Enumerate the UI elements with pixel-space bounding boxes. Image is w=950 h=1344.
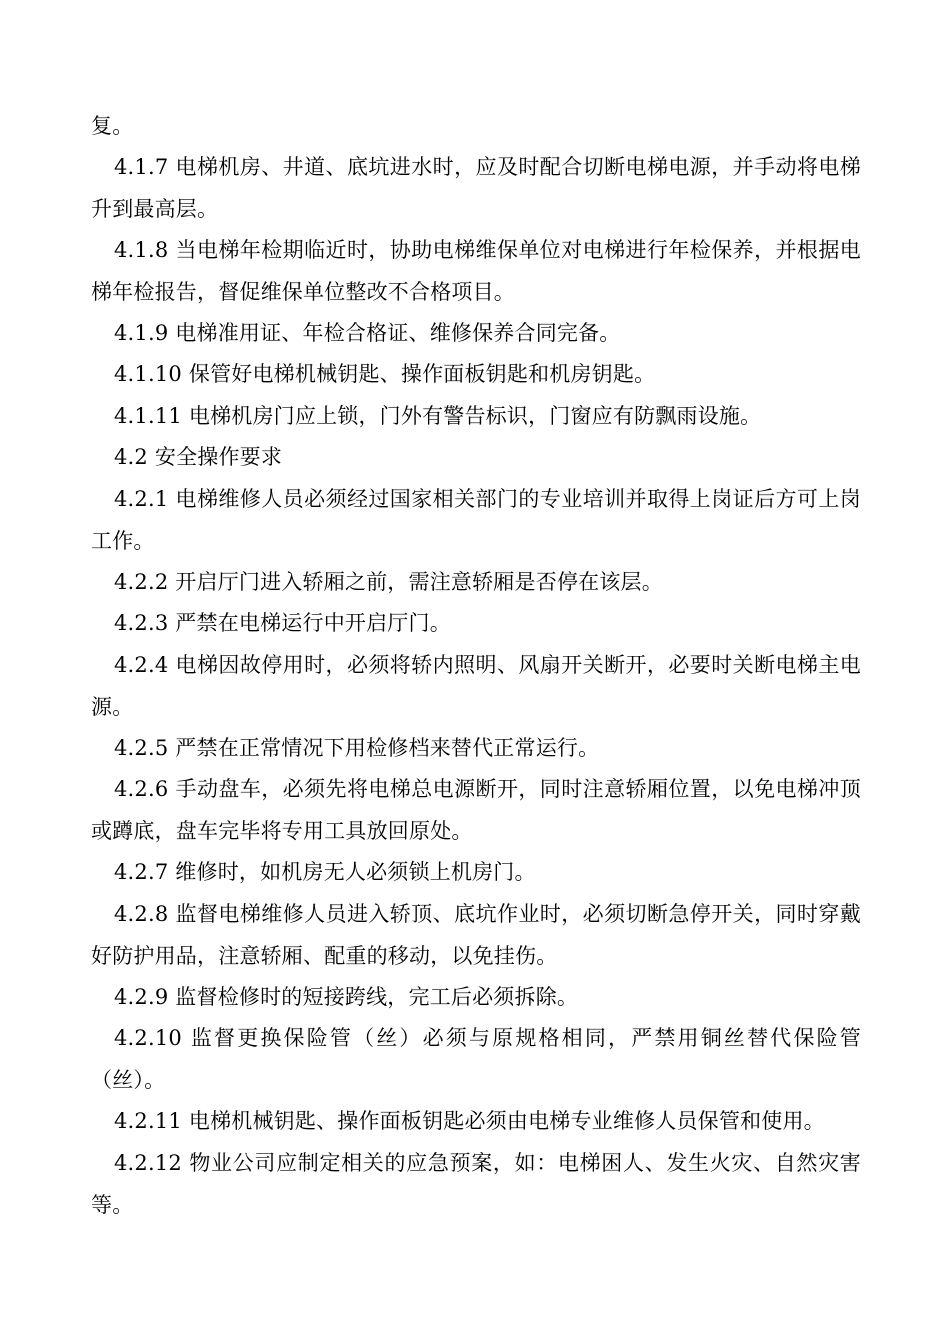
- paragraph-continuation: 复。: [91, 114, 134, 138]
- paragraph-4-2-7: 4.2.7 维修时，如机房无人必须锁上机房门。: [114, 860, 536, 884]
- paragraph-4-2-8: 4.2.8 监督电梯维修人员进入轿顶、底坑作业时，必须切断急停开关，同时穿戴好防护用品，注意轿厢、配重的移动，以免挂伤。: [91, 902, 861, 968]
- paragraph-4-2-12: 4.2.12 物业公司应制定相关的应急预案，如：电梯困人、发生火灾、自然灾害等。: [91, 1151, 861, 1217]
- paragraph-4-1-9: 4.1.9 电梯准用证、年检合格证、维修保养合同完备。: [114, 321, 621, 345]
- section-heading-4-2: 4.2 安全操作要求: [114, 445, 283, 469]
- paragraph-4-2-3: 4.2.3 严禁在电梯运行中开启厅门。: [114, 611, 451, 635]
- paragraph-4-2-9: 4.2.9 监督检修时的短接跨线，完工后必须拆除。: [114, 985, 579, 1009]
- paragraph-4-2-4: 4.2.4 电梯因故停用时，必须将轿内照明、风扇开关断开，必要时关断电梯主电源。: [91, 653, 861, 719]
- paragraph-4-2-5: 4.2.5 严禁在正常情况下用检修档来替代正常运行。: [114, 736, 600, 760]
- paragraph-4-1-7: 4.1.7 电梯机房、井道、底坑进水时，应及时配合切断电梯电源，并手动将电梯升到最高层。: [91, 155, 861, 221]
- paragraph-4-2-11: 4.2.11 电梯机械钥匙、操作面板钥匙必须由电梯专业维修人员保管和使用。: [114, 1109, 825, 1133]
- paragraph-4-1-11: 4.1.11 电梯机房门应上锁，门外有警告标识，门窗应有防飘雨设施。: [114, 404, 762, 428]
- paragraph-4-2-1: 4.2.1 电梯维修人员必须经过国家相关部门的专业培训并取得上岗证后方可上岗工作。: [91, 487, 861, 553]
- paragraph-4-2-2: 4.2.2 开启厅门进入轿厢之前，需注意轿厢是否停在该层。: [114, 570, 663, 594]
- paragraph-4-2-10: 4.2.10 监督更换保险管（丝）必须与原规格相同，严禁用铜丝替代保险管（丝）。: [91, 1026, 861, 1092]
- paragraph-4-1-8: 4.1.8 当电梯年检期临近时，协助电梯维保单位对电梯进行年检保养，并根据电梯年检报告，督促维保单位整改不合格项目。: [91, 238, 861, 304]
- paragraph-4-2-6: 4.2.6 手动盘车，必须先将电梯总电源断开，同时注意轿厢位置，以免电梯冲顶或蹲底，盘车完毕将专用工具放回原处。: [91, 777, 861, 843]
- paragraph-4-1-10: 4.1.10 保管好电梯机械钥匙、操作面板钥匙和机房钥匙。: [114, 362, 656, 386]
